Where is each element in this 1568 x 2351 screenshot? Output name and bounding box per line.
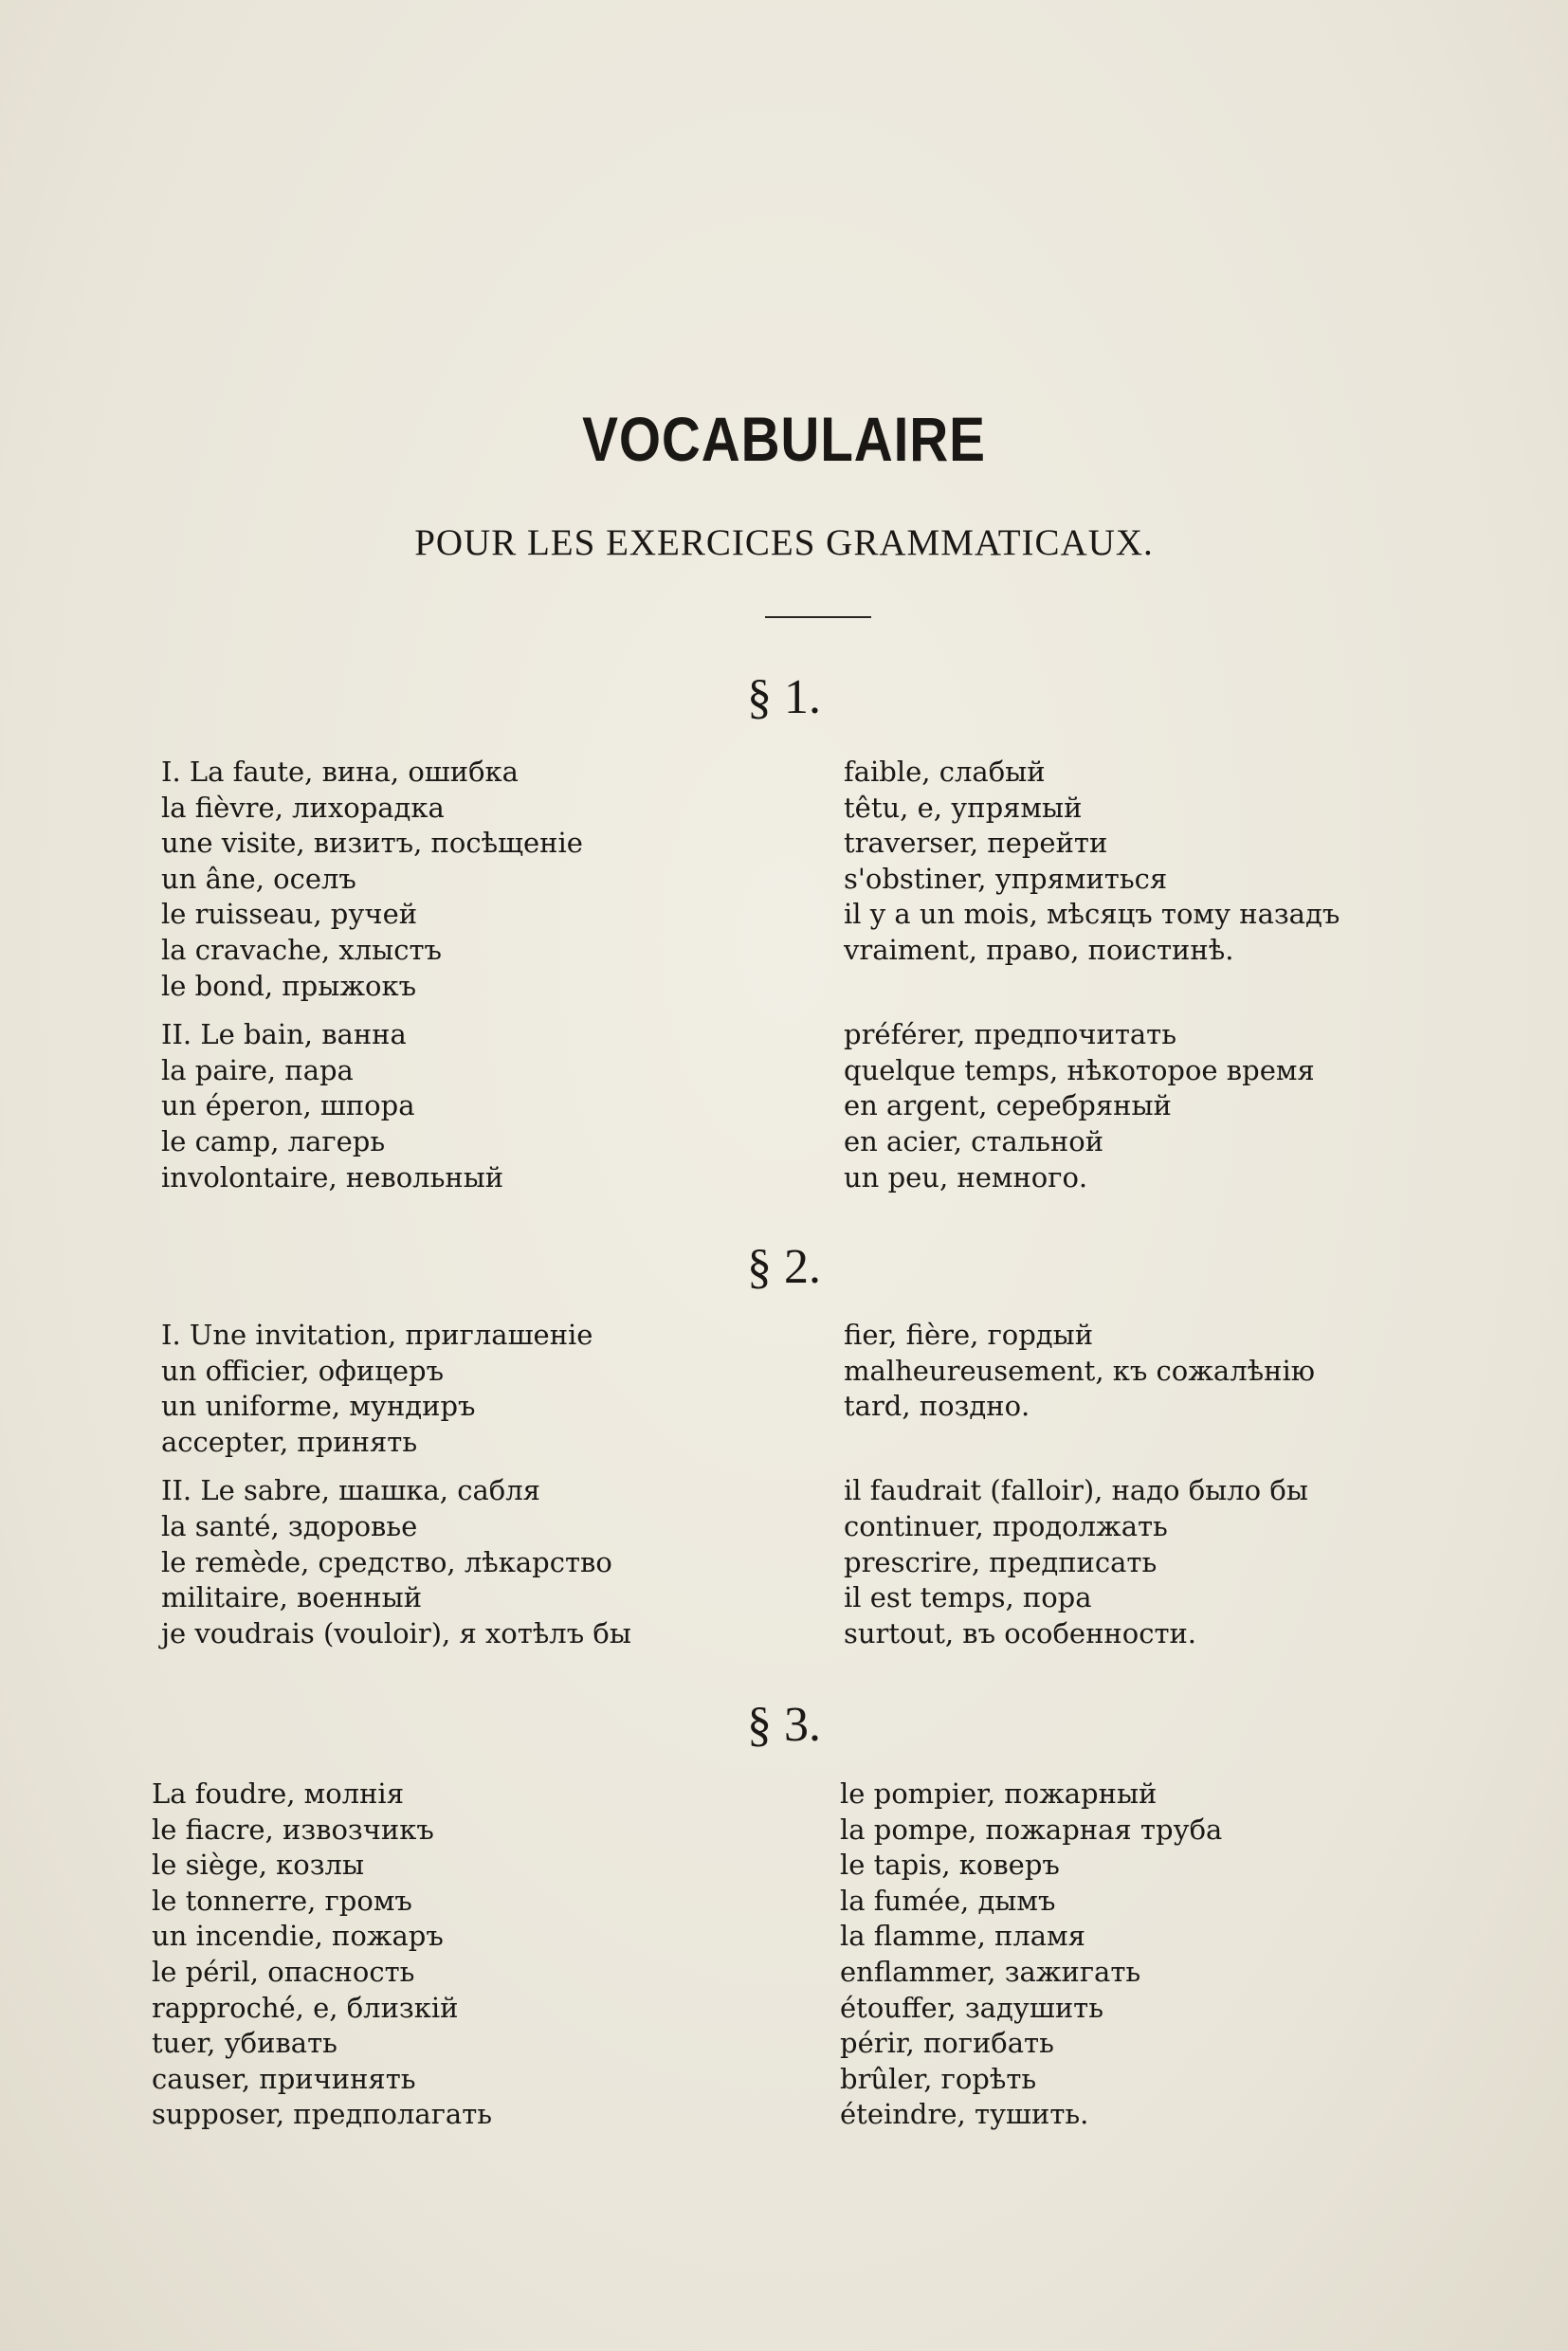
vocab-entry: le tapis, коверъ [840,1849,1060,1882]
section-2-right-column [844,1318,1315,1651]
vocab-entry: périr, погибать [840,2027,1054,2060]
page-title: VOCABULAIRE [582,404,986,474]
vocab-entry: la pompe, пожарная труба [840,1813,1223,1846]
vocab-entry: tuer, убивать [152,2027,337,2060]
vocab-entry: supposer, предполагать [152,2098,493,2131]
section-3-left-column [152,1777,492,2133]
vocab-entry: le remède, средство, лѣкарство [161,1545,612,1578]
section-2-left-column [161,1318,631,1651]
vocab-entry: le fiacre, извозчикъ [152,1813,434,1846]
vocab-entry: le tonnerre, громъ [152,1884,412,1917]
vocab-entry: la santé, здоровье [161,1509,418,1542]
section-1-left-column [161,755,583,1195]
vocab-entry: il y a un mois, мѣсяцъ тому назадъ [844,898,1340,931]
vocab-entry: un éperon, шпора [161,1089,415,1122]
vocab-entry: accepter, принять [161,1425,418,1458]
vocab-entry: le pompier, пожарный [840,1777,1158,1810]
vocab-entry: brûler, горѣть [840,2062,1037,2095]
vocab-entry: un officier, офицеръ [161,1354,445,1387]
vocab-entry: surtout, въ особенности. [844,1616,1197,1649]
vocab-entry: la cravache, хлыстъ [161,933,442,966]
vocab-entry: en acier, стальной [844,1124,1104,1157]
vocab-entry: II. Le bain, ванна [161,1018,407,1051]
vocab-entry: le péril, опасность [152,1955,415,1988]
vocab-entry: une visite, визитъ, посѣщеніе [161,827,583,860]
vocab-entry: faible, слабый [844,756,1046,788]
vocab-entry: le camp, лагерь [161,1124,386,1157]
vocab-entry: la fumée, дымъ [840,1884,1056,1917]
vocab-entry [844,969,1340,1005]
vocab-entry: le bond, прыжокъ [161,969,417,1002]
vocab-entry: continuer, продолжать [844,1509,1168,1542]
vocab-entry: tard, поздно. [844,1390,1030,1423]
vocab-entry: I. Une invitation, приглашеніе [161,1319,593,1351]
section-heading-3: § 3. [747,1698,821,1752]
vocab-entry: un peu, немного. [844,1160,1088,1194]
vocab-entry: vraiment, право, поистинѣ. [844,933,1234,966]
vocab-entry: en argent, серебряный [844,1089,1172,1122]
vocab-entry: malheureusement, къ сожалѣнію [844,1354,1315,1387]
vocab-entry: rapproché, e, близкій [152,1991,459,2024]
vocab-entry: la fièvre, лихорадка [161,791,445,824]
vocab-entry: militaire, военный [161,1581,423,1614]
section-3-right-column [840,1777,1222,2133]
vocab-entry: le siège, козлы [152,1849,365,1882]
section-1-right-column [844,755,1340,1195]
vocab-entry: prescrire, предписать [844,1545,1158,1578]
vocab-entry: enflammer, зажигать [840,1955,1141,1988]
vocab-entry: s'obstiner, упрямиться [844,862,1168,895]
vocab-entry: II. Le sabre, шашка, сабля [161,1474,540,1507]
vocab-entry: éteindre, тушить. [840,2098,1089,2131]
section-heading-1: § 1. [747,670,821,724]
vocab-entry: quelque temps, нѣкоторое время [844,1053,1315,1086]
vocab-entry: causer, причинять [152,2062,416,2095]
vocab-entry: têtu, e, упрямый [844,791,1083,824]
vocab-entry: le ruisseau, ручей [161,898,418,931]
vocab-entry: un incendie, пожаръ [152,1920,444,1953]
vocab-entry: La foudre, молнія [152,1777,404,1810]
vocab-entry: étouffer, задушить [840,1991,1103,2024]
page-subtitle: POUR LES EXERCICES GRAMMATICAUX. [414,522,1154,563]
vocab-entry: I. La faute, вина, ошибка [161,756,519,788]
vocab-entry: un âne, оселъ [161,862,356,895]
vocab-entry: involontaire, невольный [161,1160,504,1194]
vocab-entry: traverser, перейти [844,827,1108,860]
vocab-entry: il faudrait (falloir), надо было бы [844,1474,1308,1507]
section-heading-2: § 2. [747,1240,821,1294]
vocab-entry: la paire, пара [161,1053,354,1086]
vocab-entry: je voudrais (vouloir), я хотѣлъ бы [161,1616,631,1649]
vocab-entry: un uniforme, мундиръ [161,1390,476,1423]
title-divider [765,616,871,618]
vocab-entry: fier, fière, гордый [844,1319,1094,1351]
vocab-entry [844,1425,1315,1461]
vocab-entry: la flamme, пламя [840,1920,1085,1953]
vocab-entry: préférer, предпочитать [844,1018,1176,1051]
vocab-entry: il est temps, пора [844,1581,1092,1614]
